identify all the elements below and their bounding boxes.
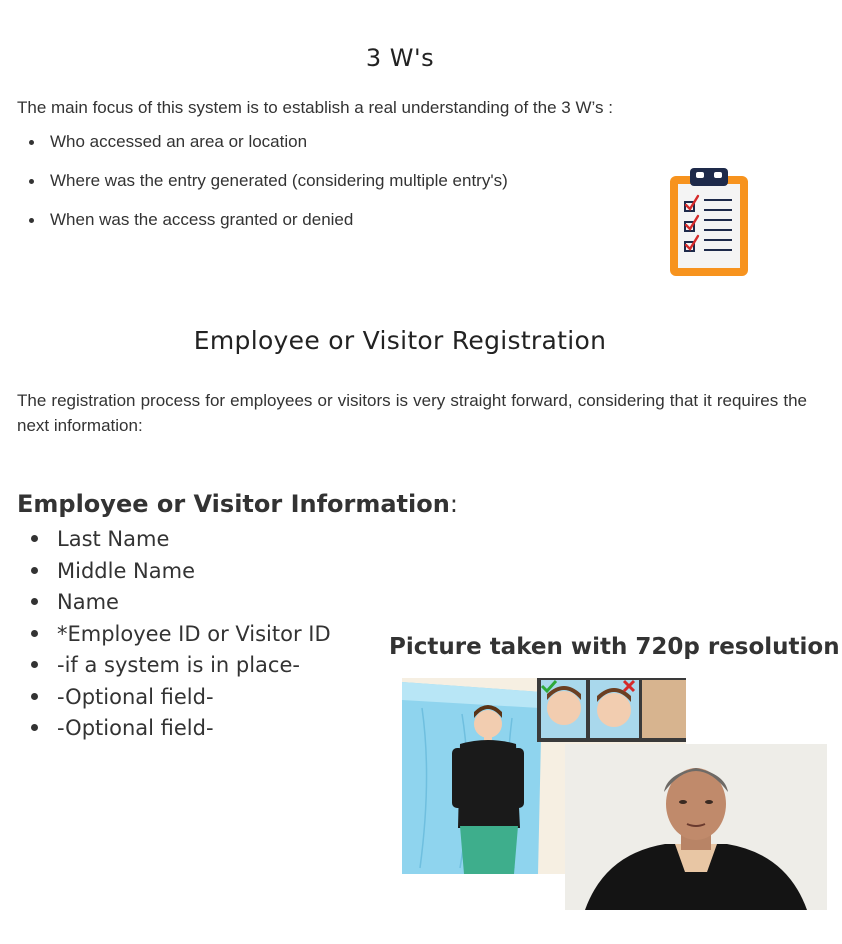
list-item [28, 651, 331, 683]
info-heading-bold: Employee or Visitor Information [17, 490, 450, 518]
intro-3ws-text: The main focus of this system is to establish a real understanding of the 3 W’s : [17, 98, 613, 117]
list-item [28, 714, 331, 746]
clipboard-checklist-icon [668, 166, 752, 280]
3ws-list [26, 130, 508, 247]
person-portrait-photo [565, 744, 827, 910]
info-fields-list [28, 525, 331, 746]
bullet-icon [31, 598, 38, 605]
list-item-text: *Employee ID or Visitor ID [57, 621, 331, 646]
list-item [28, 620, 331, 652]
intro-registration-text: The registration process for employees or visitors is very straight forward, considering that it requires the next information: [17, 391, 807, 435]
list-item-text: -if a system is in place- [57, 653, 300, 677]
bullet-icon [31, 724, 38, 731]
list-item [28, 557, 331, 589]
info-heading-colon: : [449, 490, 458, 518]
list-item [28, 683, 331, 715]
list-item [28, 525, 331, 557]
list-item-text: Middle Name [57, 558, 195, 583]
bullet-icon [31, 567, 38, 574]
list-item [26, 208, 508, 247]
list-item-text: Who accessed an area or location [50, 132, 308, 151]
bullet-icon [29, 218, 34, 223]
bullet-icon [31, 630, 38, 637]
list-item [26, 169, 508, 208]
bullet-icon [31, 661, 38, 668]
list-item-text: -Optional field- [57, 716, 214, 740]
bullet-icon [29, 140, 34, 145]
bullet-icon [31, 693, 38, 700]
list-item-text: -Optional field- [57, 684, 214, 709]
list-item-text: Last Name [57, 527, 170, 551]
list-item [28, 588, 331, 620]
section-title-registration: Employee or Visitor Registration [193, 326, 607, 355]
section-title-3ws: 3 W's [365, 44, 435, 72]
list-item-text: When was the access granted or denied [50, 210, 354, 229]
bullet-icon [31, 535, 38, 542]
picture-title: Picture taken with 720p resolution [389, 634, 840, 660]
info-heading [17, 490, 458, 518]
bullet-icon [29, 179, 34, 184]
list-item-text: Where was the entry generated (considering multiple entry's) [50, 171, 508, 190]
list-item-text: Name [57, 590, 119, 614]
list-item [26, 130, 508, 169]
